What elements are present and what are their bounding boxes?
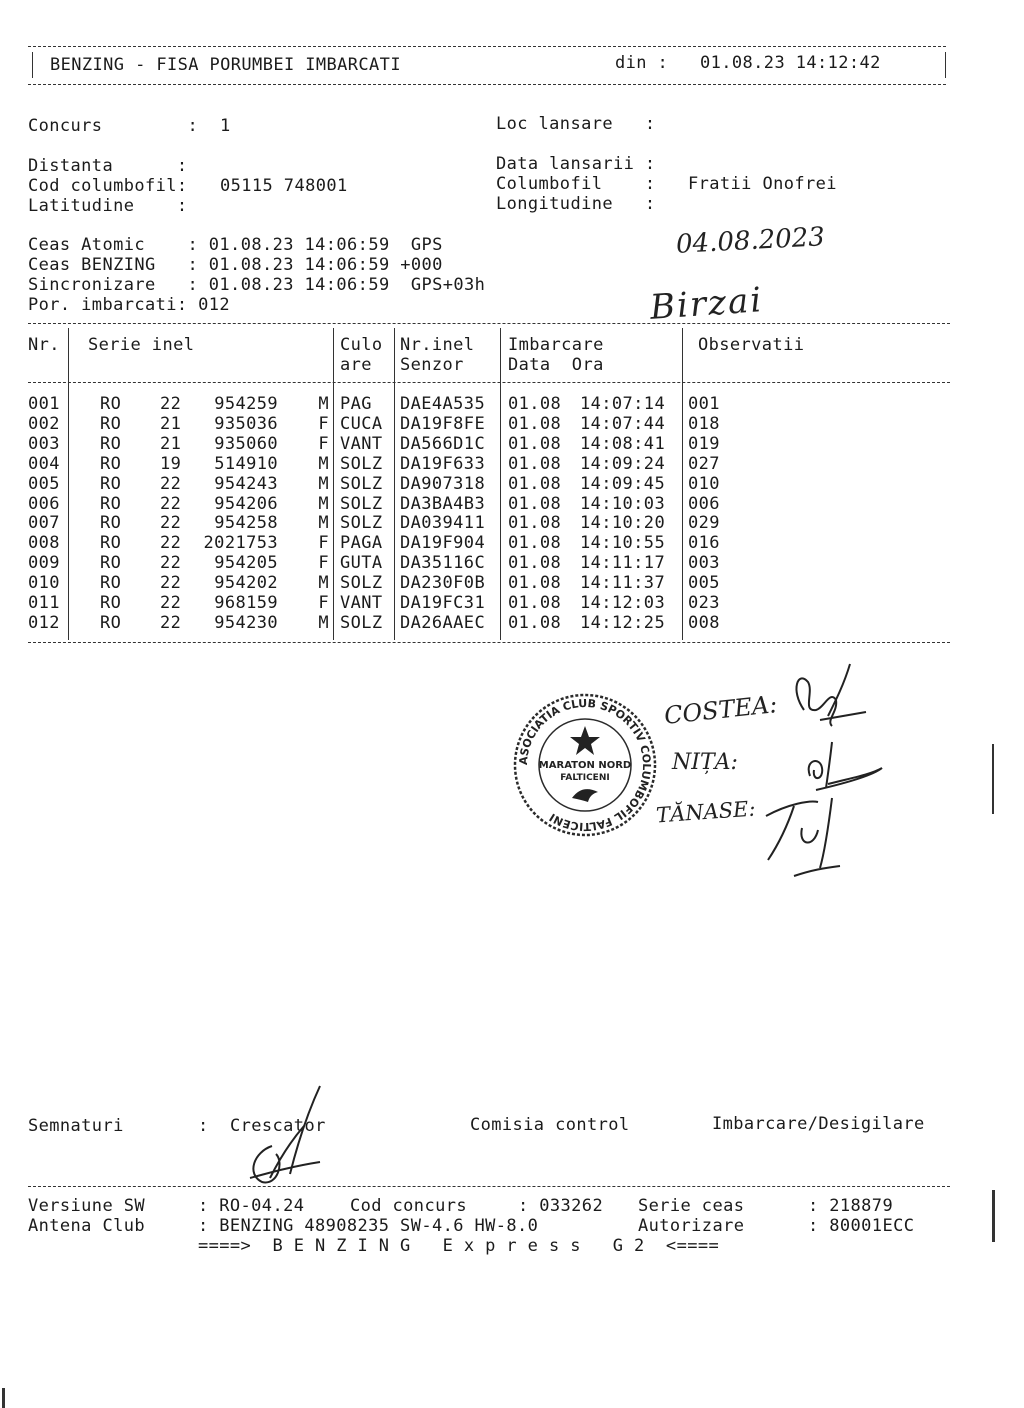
table-row (0, 454, 1024, 474)
cell-year: 22 (160, 394, 182, 414)
cell-year: 22 (160, 493, 182, 514)
header-top-border (28, 46, 946, 47)
cell-year: 22 (160, 612, 182, 633)
cell-sensor: DAE4A535 (400, 394, 486, 414)
cell-country: RO (100, 612, 122, 633)
stamp-ring-text: ASOCIATIA CLUB SPORTIV COLUMBOFIL FALTICENI (516, 696, 654, 834)
sincronizare-line: Sincronizare : 01.08.23 14:06:59 GPS+03h (28, 275, 486, 295)
header-nr: Nr. (28, 335, 60, 355)
header-right-border (945, 52, 946, 78)
cell-nr: 009 (28, 553, 60, 574)
cell-sex: F (318, 593, 329, 613)
header-culo: Culo (340, 335, 383, 355)
cod-columbofil-label: Cod columbofil: (28, 176, 188, 196)
cell-ring: 514910 (214, 453, 278, 474)
header-nr-inel: Nr.inel (400, 335, 475, 355)
header-observatii: Observatii (698, 335, 805, 355)
table-row (0, 613, 1024, 633)
cell-year: 22 (160, 553, 182, 574)
stamp-center-line1: MARATON NORD (538, 760, 632, 771)
cell-date: 01.08 (508, 513, 562, 534)
table-row (0, 573, 1024, 593)
cell-color: VANT (340, 593, 383, 613)
cell-country: RO (100, 493, 122, 514)
cell-ring: 954258 (214, 513, 278, 534)
handwritten-nita: NIȚA: (672, 750, 738, 775)
cell-time: 14:09:45 (580, 473, 666, 494)
cell-obs: 027 (688, 453, 720, 474)
cell-time: 14:08:41 (580, 433, 666, 454)
table-row (0, 593, 1024, 613)
cell-sex: M (318, 612, 329, 633)
cell-date: 01.08 (508, 612, 562, 633)
cell-sensor: DA039411 (400, 513, 486, 534)
data-lansarii-label: Data lansarii : (496, 154, 656, 174)
autorizare-value: : 80001ECC (808, 1216, 915, 1236)
cell-color: SOLZ (340, 573, 383, 594)
cell-nr: 004 (28, 453, 60, 474)
distanta-label: Distanta : (28, 156, 188, 176)
cell-date: 01.08 (508, 394, 562, 414)
cell-ring: 2021753 (203, 533, 278, 554)
cell-country: RO (100, 433, 122, 454)
cell-date: 01.08 (508, 473, 562, 494)
cell-ring: 954206 (214, 493, 278, 514)
cell-color: CUCA (340, 413, 383, 434)
cell-ring: 935036 (214, 413, 278, 434)
header-senzor: Senzor (400, 355, 464, 375)
cell-nr: 011 (28, 593, 60, 613)
cell-nr: 007 (28, 513, 60, 534)
table-bottom-border (28, 642, 950, 643)
scan-mark (2, 1388, 5, 1408)
cell-date: 01.08 (508, 593, 562, 613)
table-row (0, 434, 1024, 454)
cell-year: 22 (160, 533, 182, 554)
cell-color: SOLZ (340, 513, 383, 534)
table-header-separator (28, 382, 950, 383)
table-row (0, 533, 1024, 553)
cell-sensor: DA566D1C (400, 433, 486, 454)
cell-color: PAG (340, 394, 372, 414)
cell-date: 01.08 (508, 453, 562, 474)
serie-ceas-value: : 218879 (808, 1196, 894, 1216)
header-imbarcare: Imbarcare (508, 335, 604, 355)
table-row (0, 474, 1024, 494)
columbofil-label: Columbofil : (496, 174, 656, 194)
ceas-atomic-line: Ceas Atomic : 01.08.23 14:06:59 GPS (28, 235, 443, 255)
report-datetime: 01.08.23 14:12:42 (700, 53, 881, 73)
cell-obs: 010 (688, 473, 720, 494)
header-bottom-border (28, 84, 946, 85)
cell-country: RO (100, 573, 122, 594)
table-row (0, 414, 1024, 434)
cell-nr: 006 (28, 493, 60, 514)
handwritten-tanase: TĂNASE: (655, 796, 757, 828)
cell-obs: 008 (688, 612, 720, 633)
header-data-ora: Data Ora (508, 355, 604, 375)
cell-time: 14:12:25 (580, 612, 666, 633)
report-din-label: din : (615, 53, 669, 73)
cell-country: RO (100, 553, 122, 574)
cell-time: 14:11:37 (580, 573, 666, 594)
cell-year: 19 (160, 453, 182, 474)
benzing-express-banner: ====> B E N Z I N G E x p r e s s G 2 <==== (198, 1236, 720, 1256)
cell-sex: F (318, 433, 329, 454)
cell-country: RO (100, 533, 122, 554)
comisia-control-label: Comisia control (470, 1115, 630, 1135)
cell-sex: M (318, 513, 329, 534)
cell-country: RO (100, 394, 122, 414)
cell-time: 14:10:20 (580, 513, 666, 534)
cell-obs: 003 (688, 553, 720, 574)
cell-year: 21 (160, 433, 182, 454)
cell-year: 22 (160, 573, 182, 594)
latitudine-label: Latitudine : (28, 196, 188, 216)
cell-ring: 935060 (214, 433, 278, 454)
cell-year: 22 (160, 593, 182, 613)
cell-obs: 001 (688, 394, 720, 414)
cell-obs: 019 (688, 433, 720, 454)
cell-country: RO (100, 473, 122, 494)
cell-sensor: DA35116C (400, 553, 486, 574)
loc-lansare-label: Loc lansare : (496, 114, 656, 134)
cell-nr: 012 (28, 612, 60, 633)
cell-sex: F (318, 553, 329, 574)
cell-sex: F (318, 413, 329, 434)
cell-country: RO (100, 413, 122, 434)
cell-date: 01.08 (508, 553, 562, 574)
report-title: BENZING - FISA PORUMBEI IMBARCATI (50, 55, 401, 75)
antena-club-value: : BENZING 48908235 SW-4.6 HW-8.0 (198, 1216, 539, 1236)
versiune-sw-value: : RO-04.24 (198, 1196, 305, 1216)
cell-sensor: DA26AAEC (400, 612, 486, 633)
cod-columbofil-value: 05115 748001 (220, 176, 348, 196)
footer-separator (28, 1186, 950, 1187)
cell-sex: F (318, 533, 329, 554)
cell-obs: 006 (688, 493, 720, 514)
cell-nr: 010 (28, 573, 60, 594)
columbofil-value: Fratii Onofrei (688, 174, 837, 194)
cell-year: 22 (160, 513, 182, 534)
crescator-label: Crescator (230, 1116, 326, 1136)
cell-year: 22 (160, 473, 182, 494)
cell-year: 21 (160, 413, 182, 434)
signature-tanase (758, 790, 868, 880)
cell-time: 14:12:03 (580, 593, 666, 613)
cod-concurs-label: Cod concurs (350, 1196, 467, 1216)
cell-sensor: DA19F904 (400, 533, 486, 554)
cell-ring: 954205 (214, 553, 278, 574)
cell-time: 14:07:44 (580, 413, 666, 434)
cell-sex: M (318, 473, 329, 494)
antena-club-label: Antena Club (28, 1216, 145, 1236)
cell-date: 01.08 (508, 413, 562, 434)
handwritten-name: Birzai (648, 280, 765, 328)
cell-sensor: DA3BA4B3 (400, 493, 486, 514)
cell-obs: 029 (688, 513, 720, 534)
cell-nr: 003 (28, 433, 60, 454)
cell-sensor: DA19FC31 (400, 593, 486, 613)
header-serie-inel: Serie inel (88, 335, 195, 355)
cell-sex: M (318, 453, 329, 474)
cell-obs: 005 (688, 573, 720, 594)
header-are: are (340, 355, 372, 375)
cell-sex: M (318, 394, 329, 414)
cell-sensor: DA19F633 (400, 453, 486, 474)
cell-country: RO (100, 513, 122, 534)
cell-time: 14:07:14 (580, 394, 666, 414)
scan-mark (992, 744, 994, 814)
ceas-benzing-line: Ceas BENZING : 01.08.23 14:06:59 +000 (28, 255, 443, 275)
cell-sex: M (318, 493, 329, 514)
cell-sensor: DA907318 (400, 473, 486, 494)
cell-color: GUTA (340, 553, 383, 574)
cell-time: 14:09:24 (580, 453, 666, 474)
autorizare-label: Autorizare (638, 1216, 745, 1236)
cell-ring: 954230 (214, 612, 278, 633)
cell-sex: M (318, 573, 329, 594)
cell-obs: 023 (688, 593, 720, 613)
signature-nita (802, 738, 912, 798)
versiune-sw-label: Versiune SW (28, 1196, 145, 1216)
cell-time: 14:11:17 (580, 553, 666, 574)
signature-crescator (220, 1082, 340, 1212)
stamp-center-line2: FALTICENI (560, 773, 610, 783)
cell-color: SOLZ (340, 493, 383, 514)
table-row (0, 553, 1024, 573)
cell-sensor: DA230F0B (400, 573, 486, 594)
cod-concurs-value: : 033262 (518, 1196, 604, 1216)
concurs-label: Concurs : (28, 116, 199, 136)
scan-mark (992, 1190, 995, 1242)
cell-time: 14:10:55 (580, 533, 666, 554)
table-row (0, 513, 1024, 533)
serie-ceas-label: Serie ceas (638, 1196, 745, 1216)
cell-color: SOLZ (340, 473, 383, 494)
pigeon-icon (572, 789, 598, 802)
cell-obs: 016 (688, 533, 720, 554)
cell-color: SOLZ (340, 612, 383, 633)
cell-ring: 954259 (214, 394, 278, 414)
concurs-value: 1 (220, 116, 231, 136)
cell-nr: 005 (28, 473, 60, 494)
semnaturi-label: Semnaturi (28, 1116, 124, 1136)
cell-nr: 002 (28, 413, 60, 434)
handwritten-date: 04.08.2023 (675, 222, 826, 260)
header-left-border (32, 52, 33, 78)
table-top-border (28, 323, 950, 324)
handwritten-costea: COSTEA: (662, 690, 779, 730)
cell-date: 01.08 (508, 573, 562, 594)
cell-nr: 001 (28, 394, 60, 414)
cell-color: PAGA (340, 533, 383, 554)
cell-date: 01.08 (508, 493, 562, 514)
cell-date: 01.08 (508, 433, 562, 454)
cell-country: RO (100, 593, 122, 613)
cell-ring: 954202 (214, 573, 278, 594)
cell-color: VANT (340, 433, 383, 454)
imbarcare-desigilare-label: Imbarcare/Desigilare (712, 1114, 925, 1134)
cell-country: RO (100, 453, 122, 474)
cell-date: 01.08 (508, 533, 562, 554)
por-imbarcati-line: Por. imbarcati: 012 (28, 295, 231, 315)
table-row (0, 494, 1024, 514)
semnaturi-separator: : (198, 1116, 209, 1136)
cell-obs: 018 (688, 413, 720, 434)
table-row (0, 394, 1024, 414)
signature-costea (780, 660, 880, 740)
cell-nr: 008 (28, 533, 60, 554)
cell-ring: 968159 (214, 593, 278, 613)
cell-sensor: DA19F8FE (400, 413, 486, 434)
cell-ring: 954243 (214, 473, 278, 494)
club-stamp (510, 690, 660, 840)
cell-color: SOLZ (340, 453, 383, 474)
cell-time: 14:10:03 (580, 493, 666, 514)
star-icon (570, 726, 600, 755)
longitudine-label: Longitudine : (496, 194, 656, 214)
